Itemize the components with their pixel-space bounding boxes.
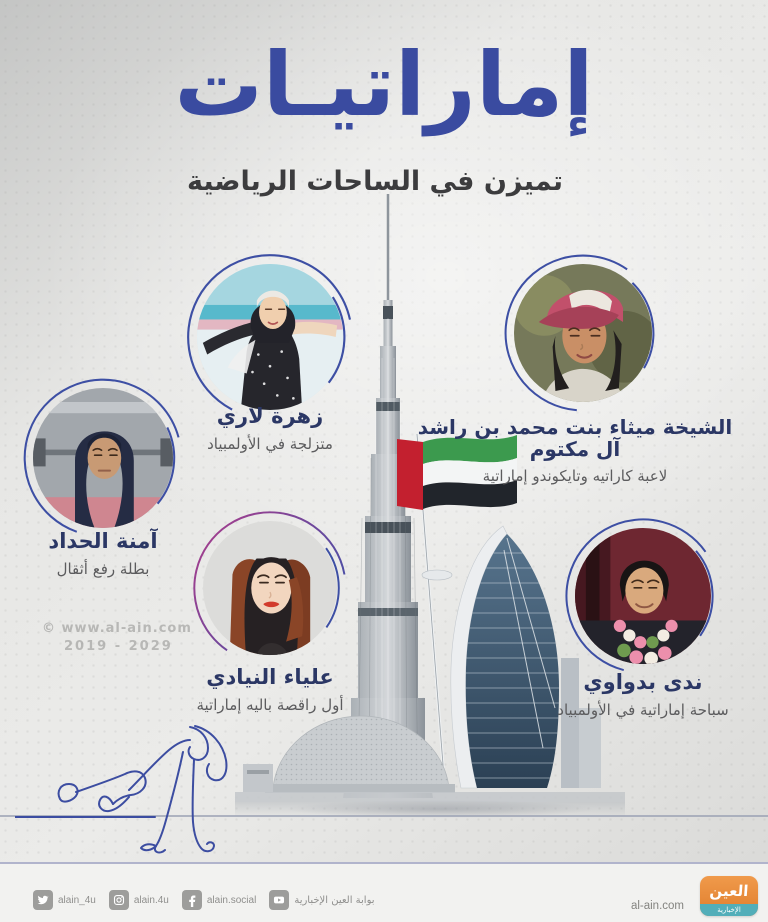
- social-handle[interactable]: alain.4u: [133, 894, 169, 906]
- profile-zahra-lari: [177, 244, 363, 430]
- alain-logo: [700, 876, 758, 916]
- pushup-line-drawing: [15, 700, 245, 865]
- facebook-icon[interactable]: [182, 890, 202, 910]
- person-role: سباحة إماراتية في الأولمبياد: [557, 701, 729, 720]
- alain-logo-wordmark: العين: [708, 882, 750, 900]
- instagram-icon[interactable]: [109, 890, 129, 910]
- youtube-icon[interactable]: [269, 890, 289, 910]
- person-name: الشيخة ميثاء بنت محمد بن راشد آل مكتوم: [417, 415, 733, 461]
- skyline-shadow: [235, 797, 645, 821]
- person-name: آمنة الحداد: [48, 529, 158, 553]
- profile-sheikha-maitha: [495, 245, 671, 421]
- profile-amna-alhaddad: [14, 369, 192, 547]
- watermark-line1: © www.al-ain.com: [42, 621, 192, 636]
- social-handle[interactable]: alain.social: [206, 894, 257, 906]
- photo-karate-player: [514, 264, 652, 402]
- person-name: زهرة لاري: [216, 404, 324, 428]
- social-handle[interactable]: بوابة العين الإخبارية: [294, 894, 375, 906]
- person-role: لاعبة كاراتيه وتايكوندو إماراتية: [482, 467, 668, 485]
- person-name: ندى بدواوي: [583, 670, 703, 694]
- page-title: إماراتيـات: [174, 33, 594, 136]
- photo-swimmer: [575, 528, 711, 664]
- watermark: [42, 620, 192, 655]
- social-links: [33, 890, 375, 910]
- louvre-dome: [265, 716, 455, 793]
- profile-alia-alniyadi: [184, 502, 356, 674]
- photo-figure-skater: [197, 264, 343, 410]
- alain-logo-tagline: الإخبارية: [700, 904, 758, 916]
- social-handle[interactable]: alain_4u: [58, 894, 96, 906]
- social-item-youtube[interactable]: [269, 890, 374, 910]
- profile-nada-badwawi: [556, 509, 730, 683]
- footer-bar: [0, 862, 768, 922]
- person-role: بطلة رفع أثقال: [56, 560, 150, 579]
- watermark-line2: 2019 - 2029: [64, 638, 173, 654]
- photo-weightlifter: [33, 388, 173, 528]
- person-name: علياء النيادي: [206, 665, 334, 689]
- profile-text-maitha: [405, 416, 745, 485]
- website-url[interactable]: al-ain.com: [630, 900, 684, 912]
- photo-ballet-dancer: [203, 521, 337, 655]
- social-item-instagram[interactable]: [109, 890, 169, 910]
- social-item-facebook[interactable]: [182, 890, 256, 910]
- person-role: متزلجة في الأولمبياد: [207, 435, 333, 454]
- twitter-icon[interactable]: [33, 890, 53, 910]
- page-subtitle: تميزن في الساحات الرياضية: [187, 166, 563, 197]
- profile-text-nada: [493, 671, 768, 719]
- social-item-twitter[interactable]: [33, 890, 96, 910]
- person-role: أول راقصة باليه إماراتية: [196, 696, 344, 715]
